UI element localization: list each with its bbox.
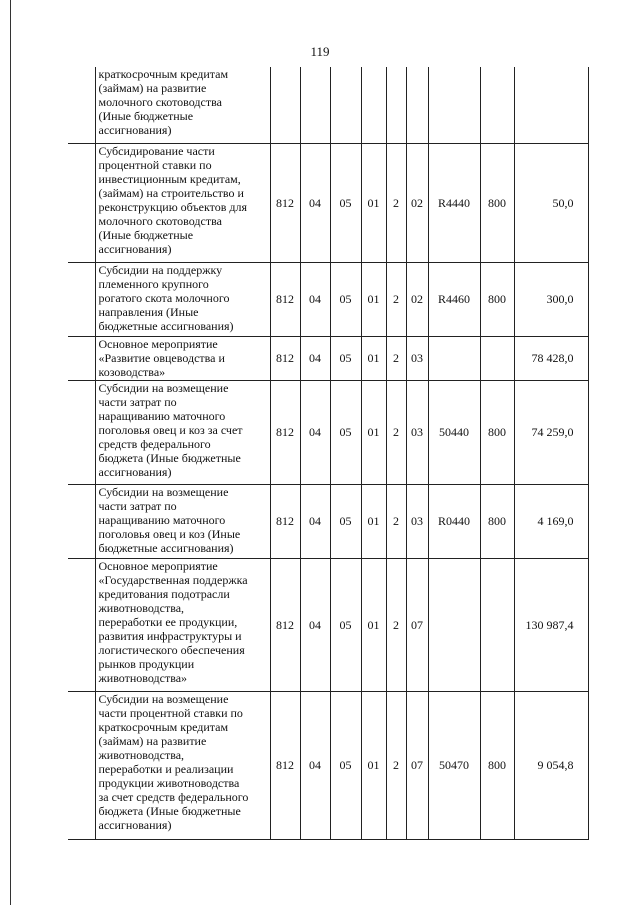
program-code-cell: 01 [361, 143, 386, 262]
section-code-cell: 04 [300, 262, 330, 336]
index-cell [68, 262, 95, 336]
item-name-line: наращиванию маточного [98, 408, 226, 423]
item-name-cell [95, 262, 270, 336]
item-name-line: ассигнования) [98, 241, 172, 256]
ministry-code-cell: 812 [270, 691, 300, 839]
item-name-cell [95, 558, 270, 691]
table-row [68, 143, 588, 262]
subprogram-code-cell [386, 67, 406, 143]
ministry-code-cell: 812 [270, 380, 300, 484]
table-row [68, 691, 588, 839]
event-code-cell [406, 67, 428, 143]
item-name-line: развития инфраструктуры и [98, 628, 242, 643]
item-name-line: наращиванию маточного [98, 512, 226, 527]
budget-table [68, 67, 589, 840]
expense-type-cell: 800 [480, 380, 514, 484]
item-name-line: бюджета (Иные бюджетные [98, 450, 241, 465]
table-body [68, 67, 588, 839]
subprogram-code-cell: 2 [386, 336, 406, 380]
section-code-cell [300, 67, 330, 143]
expense-type-cell: 800 [480, 484, 514, 558]
expense-type-cell [480, 67, 514, 143]
program-code-cell: 01 [361, 484, 386, 558]
direction-code-cell [428, 336, 480, 380]
item-name-cell [95, 143, 270, 262]
expense-type-cell: 800 [480, 143, 514, 262]
item-name-line: реконструкцию объектов для [98, 199, 248, 214]
scan-edge-line [10, 0, 11, 905]
item-name-cell [95, 484, 270, 558]
item-name-line: части процентной ставки по [98, 705, 243, 720]
direction-code-cell: R4460 [428, 262, 480, 336]
subprogram-code-cell: 2 [386, 691, 406, 839]
item-name-line: части затрат по [98, 394, 177, 409]
index-cell [68, 691, 95, 839]
table-row [68, 67, 588, 143]
page-number: 119 [310, 44, 330, 59]
item-name-line: рогатого скота молочного [98, 290, 230, 305]
ministry-code-cell: 812 [270, 558, 300, 691]
item-name-line: Субсидирование части [98, 143, 215, 158]
item-name-line: средств федерального [98, 436, 211, 451]
direction-code-cell [428, 67, 480, 143]
program-code-cell: 01 [361, 380, 386, 484]
event-code-cell: 07 [406, 691, 428, 839]
item-name-line: переработки и реализации [98, 761, 234, 776]
ministry-code-cell: 812 [270, 484, 300, 558]
item-name-line: ассигнования) [98, 817, 172, 832]
program-code-cell: 01 [361, 336, 386, 380]
amount-cell: 130 987,4 [514, 558, 588, 691]
item-name-line: поголовья овец и коз (Иные [98, 526, 241, 541]
subprogram-code-cell: 2 [386, 262, 406, 336]
index-cell [68, 558, 95, 691]
expense-type-cell [480, 558, 514, 691]
item-name-line: животноводства, [98, 747, 185, 762]
subsection-code-cell: 05 [330, 336, 361, 380]
event-code-cell: 02 [406, 262, 428, 336]
item-name-line: направления (Иные [98, 304, 199, 319]
program-code-cell [361, 67, 386, 143]
section-code-cell: 04 [300, 484, 330, 558]
table-row [68, 336, 588, 380]
item-name-line: поголовья овец и коз за счет [98, 422, 243, 437]
subprogram-code-cell: 2 [386, 484, 406, 558]
subsection-code-cell: 05 [330, 380, 361, 484]
item-name-cell [95, 336, 270, 380]
item-name-line: ассигнования) [98, 123, 172, 137]
item-name-line: краткосрочным кредитам [98, 67, 229, 81]
section-code-cell: 04 [300, 691, 330, 839]
subsection-code-cell: 05 [330, 558, 361, 691]
item-name-line: Субсидии на возмещение [98, 380, 229, 395]
direction-code-cell: 50440 [428, 380, 480, 484]
item-name-line: племенного крупного [98, 276, 209, 291]
item-name-line: бюджета (Иные бюджетные [98, 803, 241, 818]
event-code-cell: 03 [406, 484, 428, 558]
item-name-line: логистического обеспечения [98, 642, 245, 657]
amount-cell: 50,0 [514, 143, 588, 262]
item-name-line: животноводства» [98, 670, 188, 685]
direction-code-cell: R4440 [428, 143, 480, 262]
table-row [68, 262, 588, 336]
subprogram-code-cell: 2 [386, 380, 406, 484]
section-code-cell: 04 [300, 558, 330, 691]
item-name-line: молочного скотоводства [98, 95, 222, 109]
index-cell [68, 143, 95, 262]
item-name-line: краткосрочным кредитам [98, 719, 229, 734]
item-name-line: «Государственная поддержка [98, 572, 248, 587]
item-name-line: за счет средств федерального [98, 789, 249, 804]
item-name-line: молочного скотоводства [98, 213, 222, 228]
subsection-code-cell: 05 [330, 691, 361, 839]
index-cell [68, 67, 95, 143]
ministry-code-cell: 812 [270, 262, 300, 336]
amount-cell: 9 054,8 [514, 691, 588, 839]
amount-cell: 78 428,0 [514, 336, 588, 380]
item-name-line: процентной ставки по [98, 157, 212, 172]
direction-code-cell [428, 558, 480, 691]
program-code-cell: 01 [361, 558, 386, 691]
subsection-code-cell [330, 67, 361, 143]
expense-type-cell [480, 336, 514, 380]
item-name-line: (Иные бюджетные [98, 227, 194, 242]
index-cell [68, 336, 95, 380]
item-name-line: Основное мероприятие [98, 558, 218, 573]
item-name-cell [95, 380, 270, 484]
expense-type-cell: 800 [480, 262, 514, 336]
item-name-line: кредитования подотрасли [98, 586, 230, 601]
subprogram-code-cell: 2 [386, 558, 406, 691]
item-name-line: переработки ее продукции, [98, 614, 238, 629]
item-name-line: (Иные бюджетные [98, 109, 194, 123]
item-name-line: животноводства, [98, 600, 185, 615]
amount-cell: 300,0 [514, 262, 588, 336]
subsection-code-cell: 05 [330, 484, 361, 558]
item-name-line: (займам) на развитие [98, 733, 207, 748]
program-code-cell: 01 [361, 691, 386, 839]
expense-type-cell: 800 [480, 691, 514, 839]
section-code-cell: 04 [300, 380, 330, 484]
subsection-code-cell: 05 [330, 262, 361, 336]
item-name-line: ассигнования) [98, 464, 172, 479]
item-name-cell [95, 67, 270, 143]
event-code-cell: 07 [406, 558, 428, 691]
item-name-line: Субсидии на поддержку [98, 262, 223, 277]
table-row [68, 558, 588, 691]
item-name-line: (займам) на строительство и [98, 185, 244, 200]
ministry-code-cell: 812 [270, 336, 300, 380]
item-name-line: Субсидии на возмещение [98, 691, 229, 706]
subsection-code-cell: 05 [330, 143, 361, 262]
amount-cell [514, 67, 588, 143]
item-name-line: Субсидии на возмещение [98, 484, 229, 499]
item-name-line: бюджетные ассигнования) [98, 540, 234, 555]
section-code-cell: 04 [300, 336, 330, 380]
item-name-line: Основное мероприятие [98, 336, 218, 351]
table-row [68, 380, 588, 484]
ministry-code-cell: 812 [270, 143, 300, 262]
item-name-line: бюджетные ассигнования) [98, 318, 234, 333]
event-code-cell: 03 [406, 380, 428, 484]
item-name-cell [95, 691, 270, 839]
amount-cell: 4 169,0 [514, 484, 588, 558]
subprogram-code-cell: 2 [386, 143, 406, 262]
item-name-line: инвестиционным кредитам, [98, 171, 241, 186]
event-code-cell: 02 [406, 143, 428, 262]
item-name-line: «Развитие овцеводства и [98, 350, 225, 365]
direction-code-cell: R0440 [428, 484, 480, 558]
index-cell [68, 380, 95, 484]
amount-cell: 74 259,0 [514, 380, 588, 484]
direction-code-cell: 50470 [428, 691, 480, 839]
ministry-code-cell [270, 67, 300, 143]
program-code-cell: 01 [361, 262, 386, 336]
table-row [68, 484, 588, 558]
item-name-line: рынков продукции [98, 656, 195, 671]
item-name-line: продукции животноводства [98, 775, 240, 790]
section-code-cell: 04 [300, 143, 330, 262]
event-code-cell: 03 [406, 336, 428, 380]
item-name-line: (займам) на развитие [98, 81, 207, 95]
item-name-line: части затрат по [98, 498, 177, 513]
item-name-line: козоводства» [98, 364, 166, 379]
index-cell [68, 484, 95, 558]
